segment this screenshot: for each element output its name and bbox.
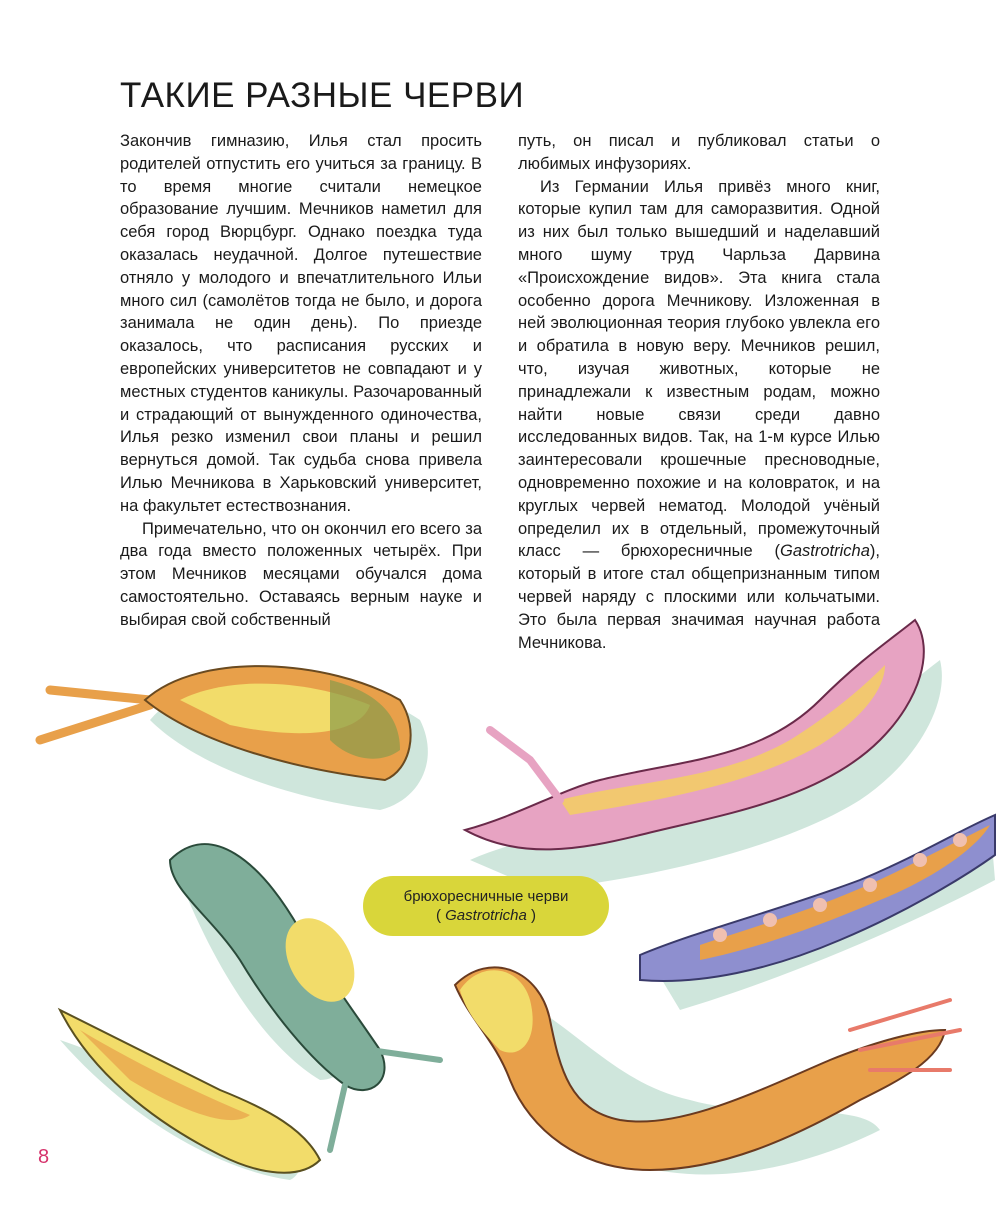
page-title: ТАКИЕ РАЗНЫЕ ЧЕРВИ <box>120 76 525 115</box>
label-paren-open: ( <box>435 907 446 924</box>
paragraph: Примечательно, что он окончил его всего за два года вместо положенных четырёх. При этом Мечников месяцами обучался дома самостоятельно. Оставаясь верным науке и выбирая свой собственный <box>120 519 482 629</box>
paragraph-text-end: ), который в итоге стал общепризнанным типом червей наряду с плоскими или кольчатыми. Это была первая значимая научная работа Мечникова. <box>518 542 880 652</box>
worm-pink <box>465 620 924 849</box>
label-title: брюхоресничные черви <box>403 888 569 905</box>
paragraph: путь, он писал и публиковал статьи о любимых инфузориях. <box>518 132 880 173</box>
label-latin-term: Gastrotricha <box>445 907 527 924</box>
paragraph: Закончив гимназию, Илья стал просить родителей отпустить его учиться за границу. В то время многие считали немецкое образование лучшим. Мечников наметил для себя город Вюрцбург. Однако поездка туда оказалась неудачной. Долгое путешествие отняло у молодого и впечатлительного Ильи много сил (самолётов тогда не было, и дорога занимала не один день). По приезде оказалось, что расписания русских и европейских университетов не совпадают и у местных студентов каникулы. Разочарованный и страдающий от вынужденного одиночества, Илья резко изменил свои планы и решил вернуться домой. Так судьба снова привела Илью Мечникова в Харьковский университет, на факультет естествознания. <box>120 132 482 515</box>
label-latin <box>363 906 609 925</box>
page-number: 8 <box>38 1146 50 1168</box>
latin-term: Gastrotricha <box>780 542 870 561</box>
paragraph-text: Из Германии Илья привёз много книг, которые купил там для саморазвития. Одной из них был только вышедший и наделавший много шуму труд Чарльза Дарвина «Происхождение видов». Эта книга стала особенно дорога Мечникову. Изложенная в ней эволюционная теория глубоко увлекла его и обратила в новую веру. Мечников решил, что, изучая животных, которые не принадлежали к известным родам, можно найти новые связи среди давно исследованных видов. Так, на 1-м курсе Илью заинтересовали крошечные пресноводные, одновременно похожие и на коловраток, и на круглых червей нематод. Молодой учёный определил их в отдельный, промежуточный класс — брюхоресничные ( <box>518 177 880 561</box>
label-paren-close: ) <box>526 907 537 924</box>
illustration-label <box>363 876 609 936</box>
